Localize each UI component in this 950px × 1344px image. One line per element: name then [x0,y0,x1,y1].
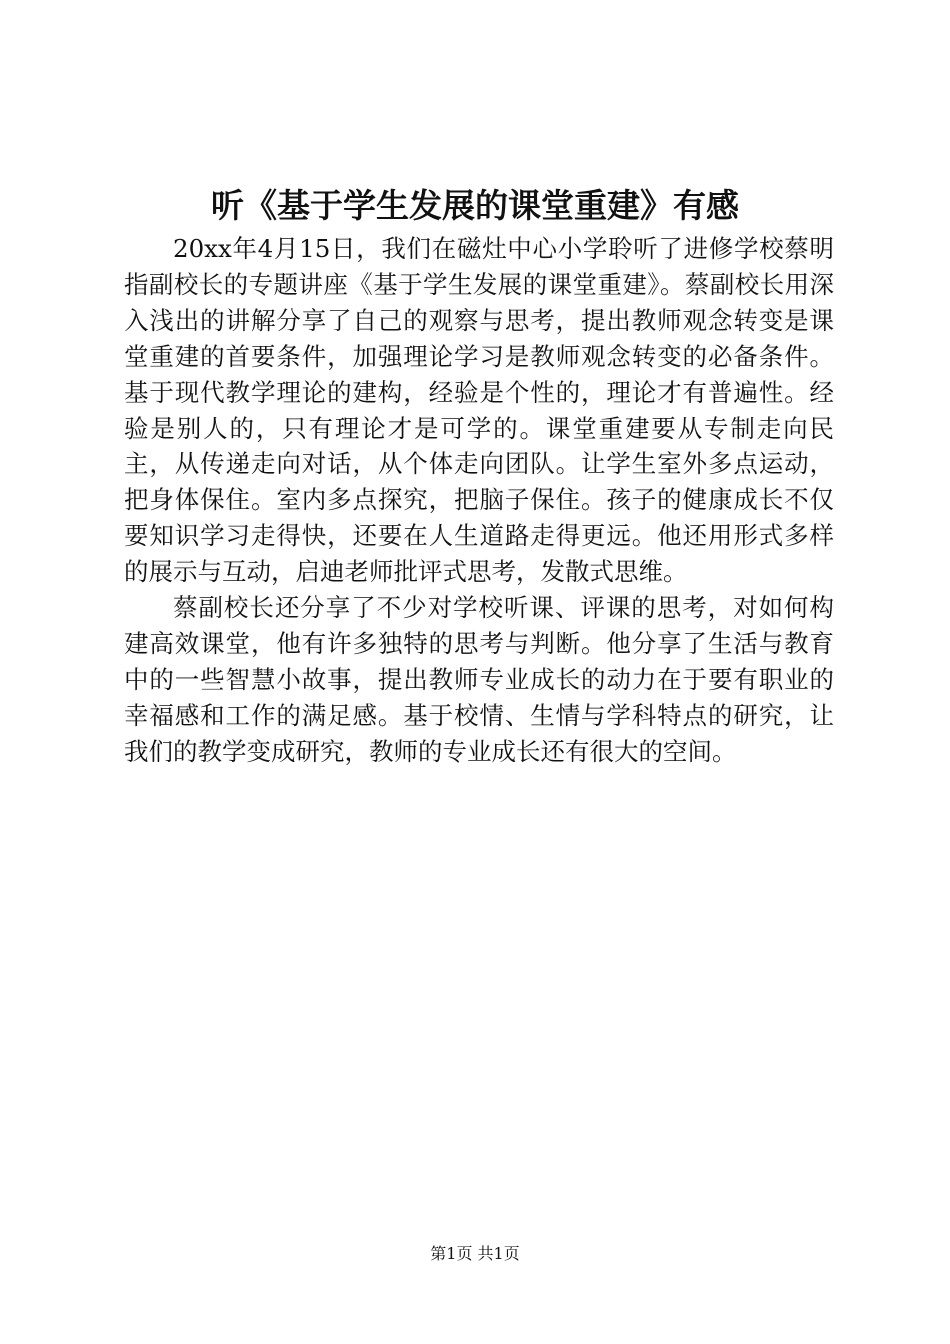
paragraph-2: 蔡副校长还分享了不少对学校听课、评课的思考，对如何构建高效课堂，他有许多独特的思考与判断。他分享了生活与教育中的一些智慧小故事，提出教师专业成长的动力在于要有职业的幸福感和工作的满足感。基于校情、生情与学科特点的研究，让我们的教学变成研究，教师的专业成长还有很大的空间。 [124,593,834,766]
page-footer: 第1页 共1页 [430,1244,520,1263]
paragraph-1: 20xx年4月15日，我们在磁灶中心小学聆听了进修学校蔡明指副校长的专题讲座《基于学生发展的课堂重建》。蔡副校长用深入浅出的讲解分享了自己的观察与思考，提出教师观念转变是课堂重建的首要条件，加强理论学习是教师观念转变的必备条件。基于现代教学理论的建构，经验是个性的，理论才有普遍性。经验是别人的，只有理论才是可学的。课堂重建要从专制走向民主，从传递走向对话，从个体走向团队。让学生室外多点运动，把身体保住。室内多点探究，把脑子保住。孩子的健康成长不仅要知识学习走得快，还要在人生道路走得更远。他还用形式多样的展示与互动，启迪老师批评式思考，发散式思维。 [124,234,834,587]
document-title: 听《基于学生发展的课堂重建》有感 [211,186,739,225]
document-body [124,231,834,770]
